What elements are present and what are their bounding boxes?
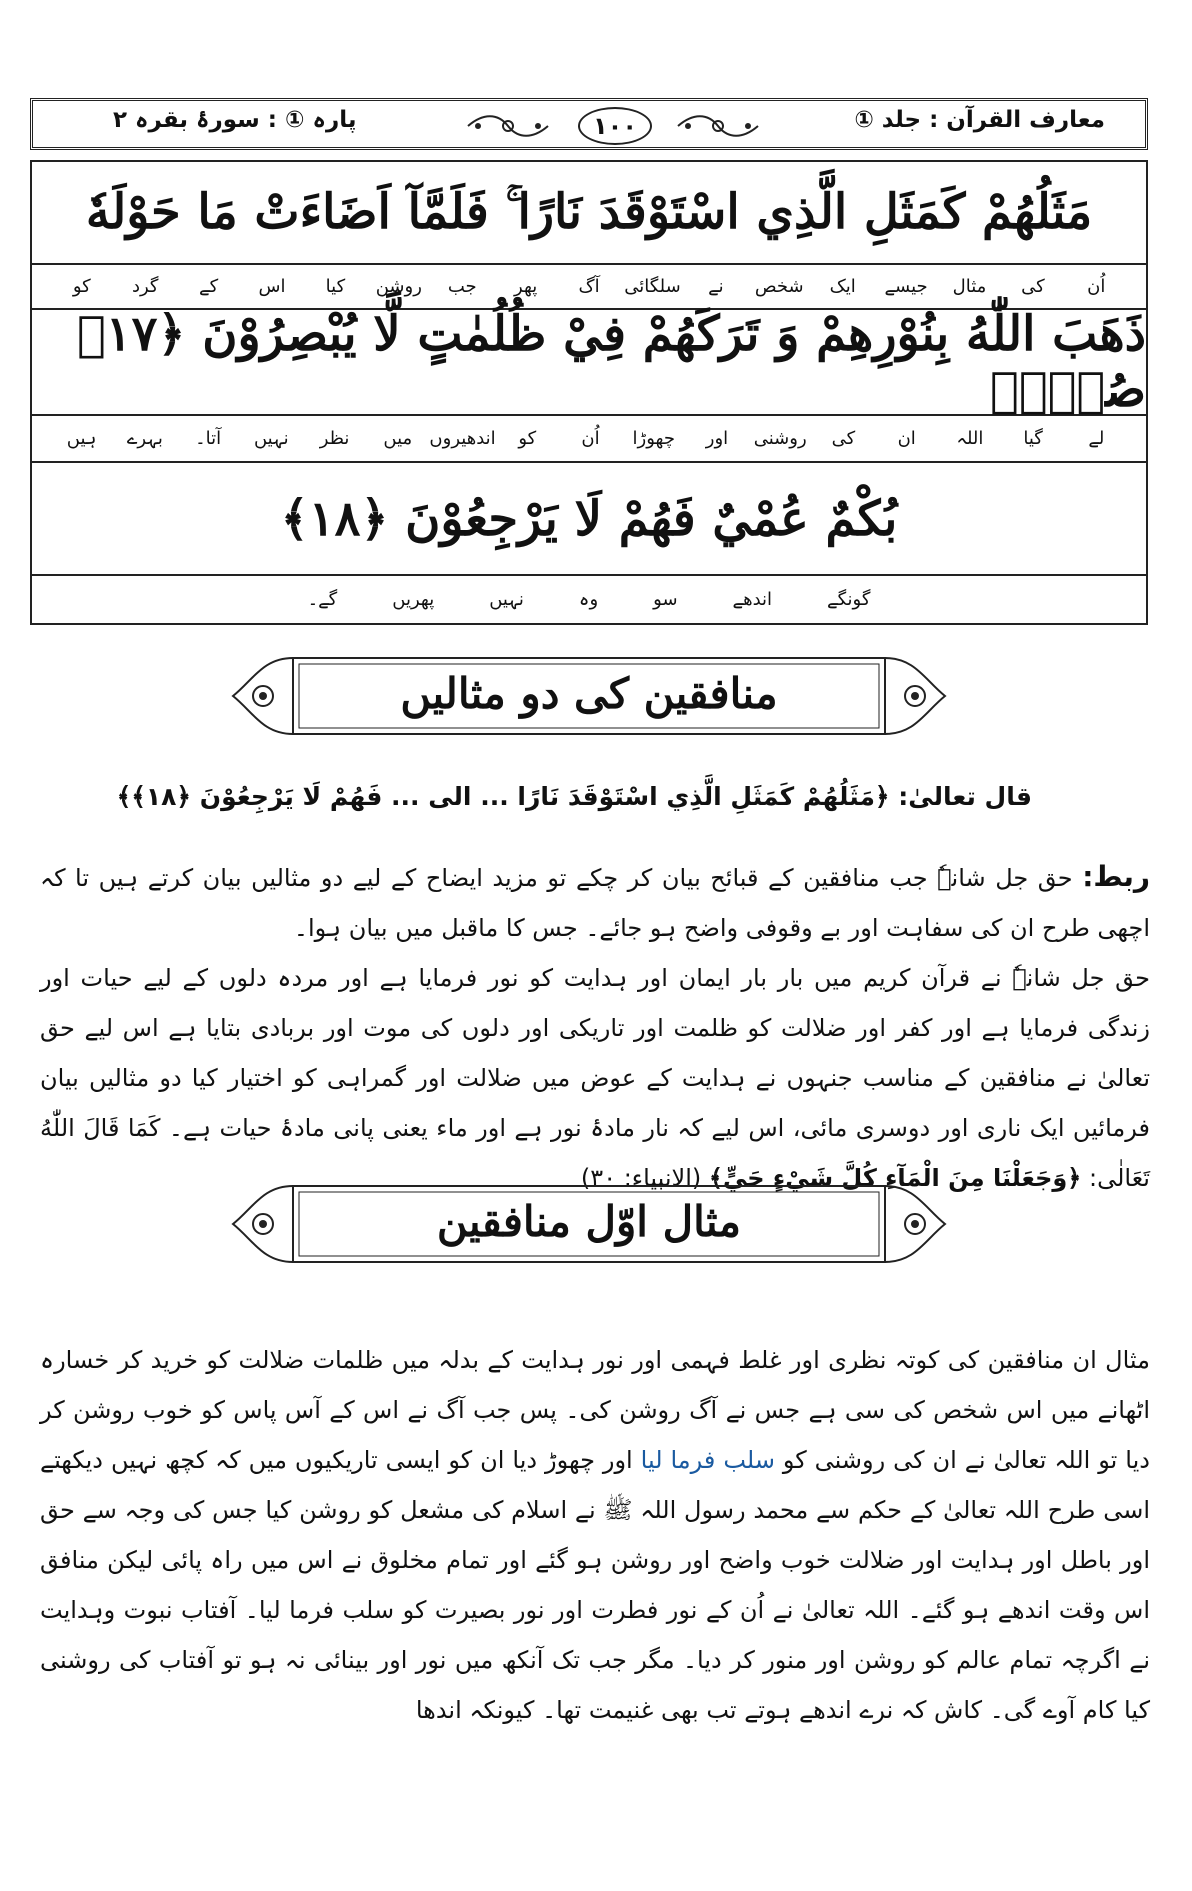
- rabt-label: ربط:: [1082, 860, 1150, 893]
- verse-table: [30, 160, 1148, 625]
- section-title-2: مثال اوّل منافقین: [436, 1197, 742, 1246]
- translation-word: اندھے: [732, 589, 773, 610]
- section2-text-a: مثال ان منافقین کی کوتہ نظری اور غلط فہمی اور نور ہدایت کے بدلہ میں ظلمات ضلالت کو خرید کر خسارہ اٹھانے میں اس شخص کی سی ہے جس نے آگ روشن کی۔ پس جب آگ نے اس کے آس پاس کو خوب روشن کر دیا تو اللہ تعالیٰ نے ان کی روشنی کو: [40, 1346, 1150, 1474]
- translation-word: آگ: [578, 276, 600, 297]
- translation-word: نظر: [319, 428, 350, 449]
- translation-word: پھریں: [392, 589, 435, 610]
- section2-paragraph: [40, 1335, 1150, 1735]
- verse-citation: قال تعالیٰ: ﴿مَثَلُهُمْ كَمَثَلِ الَّذِي اسْتَوْقَدَ نَارًا ... الی ... فَهُمْ لَا يَرْجِعُوْنَ ﴿۱۸﴾﴾: [116, 782, 1032, 811]
- verse-arabic-2: ذَهَبَ اللّٰهُ بِنُوْرِهِمْ وَ تَرَكَهُمْ فِيْ ظُلُمٰتٍ لَّا يُبْصِرُوْنَ ﴿۱۷﴾ صُمٌّۢ: [32, 310, 1146, 416]
- translation-word: کیا: [325, 276, 346, 297]
- translation-word: کو: [518, 428, 537, 449]
- verse-arabic-3: بُكْمٌ عُمْيٌ فَهُمْ لَا يَرْجِعُوْنَ ﴿۱۸﴾: [32, 463, 1146, 576]
- translation-word: کی: [1021, 276, 1045, 297]
- quran-quote: ﴿وَجَعَلْنَا مِنَ الْمَآءِ كُلَّ شَيْءٍ حَيٍّ﴾: [708, 1164, 1082, 1192]
- header-section: پارہ ① : سورۂ بقرہ ۲: [113, 107, 357, 133]
- section-title-1: منافقین کی دو مثالیں: [400, 669, 778, 718]
- translation-word: کے: [199, 276, 219, 297]
- translation-word: جیسے: [884, 276, 928, 297]
- header-book-title: معارف القرآن : جلد ①: [854, 107, 1105, 133]
- translation-word: اس: [258, 276, 286, 297]
- translation-word: سو: [653, 589, 678, 610]
- translation-word: اندھیروں: [429, 428, 496, 449]
- translation-word: مثال: [952, 276, 987, 297]
- translation-word: نہیں: [253, 428, 289, 449]
- translation-word: نہیں: [489, 589, 524, 610]
- translation-word: سلگائی: [624, 276, 681, 297]
- translation-word: جب: [447, 276, 477, 297]
- translation-word: کو: [72, 276, 91, 297]
- page-number: ۱۰۰: [578, 107, 652, 145]
- translation-word: روشنی: [753, 428, 807, 449]
- translation-word: اُن: [581, 428, 600, 449]
- translation-word: شخص: [754, 276, 804, 297]
- section2-highlight: سلب فرما لیا: [640, 1446, 775, 1474]
- verse-arabic-1: مَثَلُهُمْ كَمَثَلِ الَّذِي اسْتَوْقَدَ نَارًا ۚ فَلَمَّآ اَضَاءَتْ مَا حَوْلَهٗ: [32, 162, 1146, 265]
- translation-word: ہیں: [66, 428, 97, 449]
- translation-word: وہ: [578, 589, 599, 610]
- verse-translation-1: [32, 265, 1146, 310]
- left-ornament-icon: [463, 113, 553, 139]
- header-ornament: [463, 89, 763, 159]
- translation-word: میں: [383, 428, 413, 449]
- quote-reference: (الانبیاء: ۳۰): [580, 1164, 702, 1192]
- translation-word: چھوڑا: [632, 428, 675, 449]
- translation-word: کی: [831, 428, 856, 449]
- rabt-text: حق جل شانہٗ جب منافقین کے قبائح بیان کر چکے تو مزید ایضاح کے لیے دو مثالیں بیان کرتے ہیں تا کہ اچھی طرح ان کی سفاہت اور بے وقوفی واضح ہو جائے۔ جس کا ماقبل میں بیان ہوا۔: [40, 864, 1150, 942]
- translation-word: نے: [708, 276, 724, 297]
- section-title-box-2: [223, 1178, 955, 1270]
- page-header: [30, 98, 1148, 150]
- rabt-paragraph: [40, 852, 1150, 953]
- translation-word: اُن: [1087, 276, 1106, 297]
- translation-word: اور: [705, 428, 729, 449]
- section-title-box-1: [223, 650, 955, 742]
- translation-word: روشن: [375, 276, 422, 297]
- section1-body: [40, 852, 1150, 1203]
- translation-word: گیا: [1023, 428, 1043, 449]
- verse-translation-3: [32, 576, 1146, 623]
- translation-word: اللہ: [956, 428, 984, 449]
- translation-word: گے۔: [307, 589, 338, 610]
- right-ornament-icon: [673, 113, 763, 139]
- translation-word: لے: [1088, 428, 1105, 449]
- verse-translation-2: [32, 416, 1146, 463]
- translation-word: گونگے: [827, 589, 871, 610]
- translation-word: آتا۔: [195, 428, 222, 449]
- paragraph-2-text: حق جل شانہٗ نے قرآن کریم میں بار بار ایمان اور ہدایت کو نور فرمایا ہے اور مردہ دلوں کے لیے حیات اور زندگی فرمایا ہے اور کفر اور ضلالت کو ظلمت اور تاریکی اور دلوں کی موت اور بربادی بتایا ہے اس لیے حق تعالیٰ نے منافقین کے مناسب جنہوں نے ہدایت کے عوض میں ضلالت اور گمراہی کو اختیار کیا دو مثالیں بیان فرمائیں ایک ناری اور دوسری مائی، اس لیے کہ نار مادۂ نور ہے اور ماء یعنی پانی مادۂ حیات ہے۔ كَمَا قَالَ اللّٰهُ تَعَالٰى:: [40, 964, 1150, 1192]
- body-paragraph-2: [40, 953, 1150, 1203]
- section2-text-b: اور چھوڑ دیا ان کو ایسی تاریکیوں میں کہ کچھ نہیں دیکھتے اسی طرح اللہ تعالیٰ کے حکم سے محمد رسول اللہ ﷺ نے اسلام کی مشعل کو روشن کیا جس کی وجہ سے حق اور باطل اور ہدایت اور ضلالت خوب واضح اور روشن ہو گئے اور تمام مخلوق نے اس میں راہ پائی لیکن منافق اس وقت اندھے ہو گئے۔ اللہ تعالیٰ نے اُن کے نور فطرت اور نور بصیرت کو سلب فرما لیا۔ آفتاب نبوت وہدایت نے اگرچہ تمام عالم کو روشن اور منور کر دیا۔ مگر جب تک آنکھ میں نور اور بینائی نہ ہو تو آفتاب کی روشنی کیا کام آوے گی۔ کاش کہ نرے اندھے ہوتے تب بھی غنیمت تھا۔ کیونکہ اندھا: [40, 1446, 1150, 1724]
- section2-body: [40, 1335, 1150, 1735]
- translation-word: بہرے: [126, 428, 163, 449]
- translation-word: پھر: [514, 276, 538, 297]
- translation-word: ایک: [829, 276, 856, 297]
- translation-word: ان: [897, 428, 916, 449]
- translation-word: گرد: [131, 276, 159, 297]
